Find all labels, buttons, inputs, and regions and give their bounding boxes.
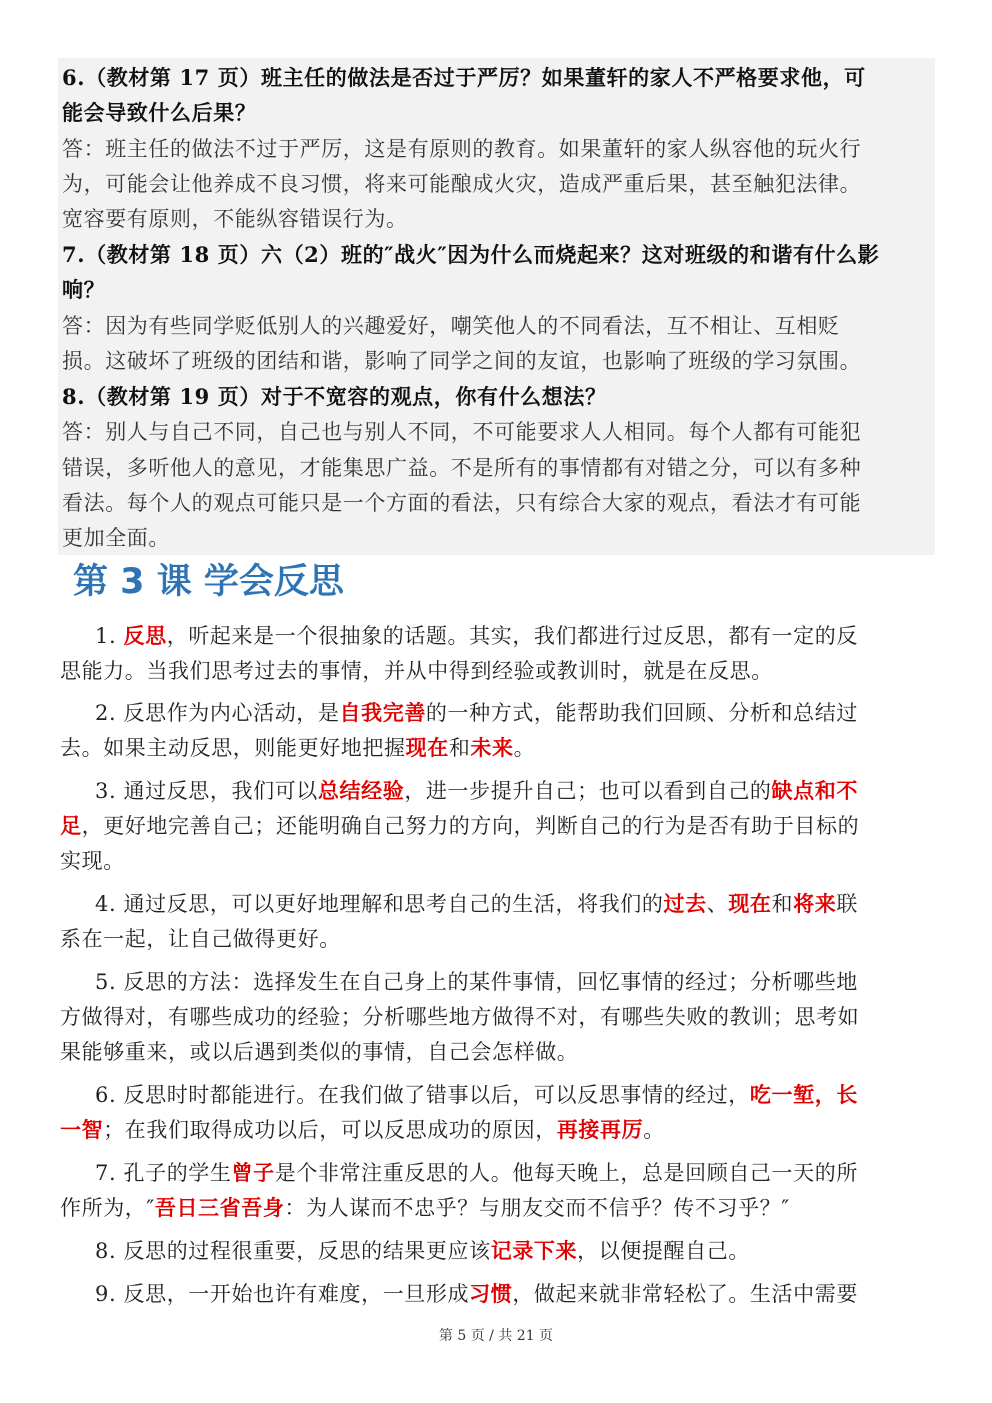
point-9-line-1: 9. 反思，一开始也许有难度，一旦形成习惯，做起来就非常轻松了。生活中需要 xyxy=(95,1281,858,1306)
answer-8-line-3: 看法。每个人的观点可能只是一个方面的看法，只有综合大家的观点，看法才有可能 xyxy=(62,491,862,515)
point-2-line-1: 2. 反思作为内心活动，是自我完善的一种方式，能帮助我们回顾、分析和总结过 xyxy=(95,700,858,725)
answer-8-line-4: 更加全面。 xyxy=(62,526,170,550)
answer-7-line-2: 损。这破坏了班级的团结和谐，影响了同学之间的友谊，也影响了班级的学习氛围。 xyxy=(62,349,862,373)
highlight: 将来 xyxy=(793,891,837,916)
point-3-line-2: 足，更好地完善自己；还能明确自己努力的方向，判断自己的行为是否有助于目标的 xyxy=(60,813,860,838)
highlight: 现在 xyxy=(728,891,772,916)
point-4-line-1: 4. 通过反思，可以更好地理解和思考自己的生活，将我们的过去、现在和将来联 xyxy=(95,891,858,916)
point-5-line-2: 方做得对，有哪些成功的经验；分析哪些地方做得不对，有哪些失败的教训；思考如 xyxy=(60,1005,860,1029)
highlight: 足 xyxy=(60,813,82,838)
highlight: 现在 xyxy=(405,735,449,760)
point-8-line-1: 8. 反思的过程很重要，反思的结果更应该记录下来，以便提醒自己。 xyxy=(95,1238,750,1263)
point-4-line-2: 系在一起，让自己做得更好。 xyxy=(60,927,341,951)
point-2-line-2: 去。如果主动反思，则能更好地把握现在和未来。 xyxy=(60,735,536,760)
question-7-line-1: 7.（教材第 18 页）六（2）班的″战火″因为什么而烧起来？这对班级的和谐有什么影 xyxy=(62,242,880,267)
answer-8-line-2: 错误，多听他人的意见，才能集思广益。不是所有的事情都有对错之分，可以有多种 xyxy=(62,456,862,480)
point-7-line-2: 作所为，″吾日三省吾身：为人谋而不忠乎？与朋友交而不信乎？传不习乎？″ xyxy=(60,1195,790,1220)
question-6-line-1: 6.（教材第 17 页）班主任的做法是否过于严厉？如果董轩的家人不严格要求他，可 xyxy=(62,65,866,90)
lesson-title: 第 3 课 学会反思 xyxy=(73,562,344,602)
highlight: 过去 xyxy=(663,891,707,916)
highlight: 吾日三省吾身 xyxy=(154,1195,285,1220)
point-7-line-1: 7. 孔子的学生曾子是个非常注重反思的人。他每天晚上，总是回顾自己一天的所 xyxy=(95,1160,858,1185)
point-3-line-3: 实现。 xyxy=(60,849,125,873)
question-6-line-2: 能会导致什么后果？ xyxy=(62,100,257,125)
answer-6-line-2: 为，可能会让他养成不良习惯，将来可能酿成火灾，造成严重后果，甚至触犯法律。 xyxy=(62,172,862,196)
point-5-line-1: 5. 反思的方法：选择发生在自己身上的某件事情，回忆事情的经过；分析哪些地 xyxy=(95,970,858,994)
highlight: 习惯 xyxy=(469,1281,513,1306)
point-6-line-1: 6. 反思时时都能进行。在我们做了错事以后，可以反思事情的经过，吃一堑，长 xyxy=(95,1082,858,1107)
answer-6-line-1: 答：班主任的做法不过于严厉，这是有原则的教育。如果董轩的家人纵容他的玩火行 xyxy=(62,137,862,161)
answer-7-line-1: 答：因为有些同学贬低别人的兴趣爱好，嘲笑他人的不同看法，互不相让、互相贬 xyxy=(62,314,840,338)
highlight: 总结经验 xyxy=(317,778,405,803)
highlight: 记录下来 xyxy=(490,1238,578,1263)
point-5-line-3: 果能够重来，或以后遇到类似的事情，自己会怎样做。 xyxy=(60,1040,579,1064)
highlight: 再接再厉 xyxy=(556,1117,644,1142)
highlight: 曾子 xyxy=(231,1160,275,1185)
question-8-line-1: 8.（教材第 19 页）对于不宽容的观点，你有什么想法？ xyxy=(62,384,607,409)
highlight: 缺点和不 xyxy=(771,778,858,803)
question-7-line-2: 响？ xyxy=(62,277,106,302)
highlight: 吃一堑，长 xyxy=(749,1082,858,1107)
answer-8-line-1: 答：别人与自己不同，自己也与别人不同，不可能要求人人相同。每个人都有可能犯 xyxy=(62,420,862,444)
point-1-line-2: 思能力。当我们思考过去的事情，并从中得到经验或教训时，就是在反思。 xyxy=(60,659,773,683)
point-3-line-1: 3. 通过反思，我们可以总结经验，进一步提升自己；也可以看到自己的缺点和不 xyxy=(95,778,858,803)
point-6-line-2: 一智；在我们取得成功以后，可以反思成功的原因，再接再厉。 xyxy=(60,1117,665,1142)
highlight: 反思 xyxy=(123,623,167,648)
answer-6-line-3: 宽容要有原则，不能纵容错误行为。 xyxy=(62,207,408,231)
highlight: 未来 xyxy=(470,735,514,760)
qa-section-background xyxy=(58,58,935,555)
page-footer: 第 5 页 / 共 21 页 xyxy=(438,1328,554,1344)
highlight: 自我完善 xyxy=(339,700,426,725)
point-1-line-1: 1. 反思，听起来是一个很抽象的话题。其实，我们都进行过反思，都有一定的反 xyxy=(95,623,858,648)
highlight: 一智 xyxy=(60,1117,104,1142)
